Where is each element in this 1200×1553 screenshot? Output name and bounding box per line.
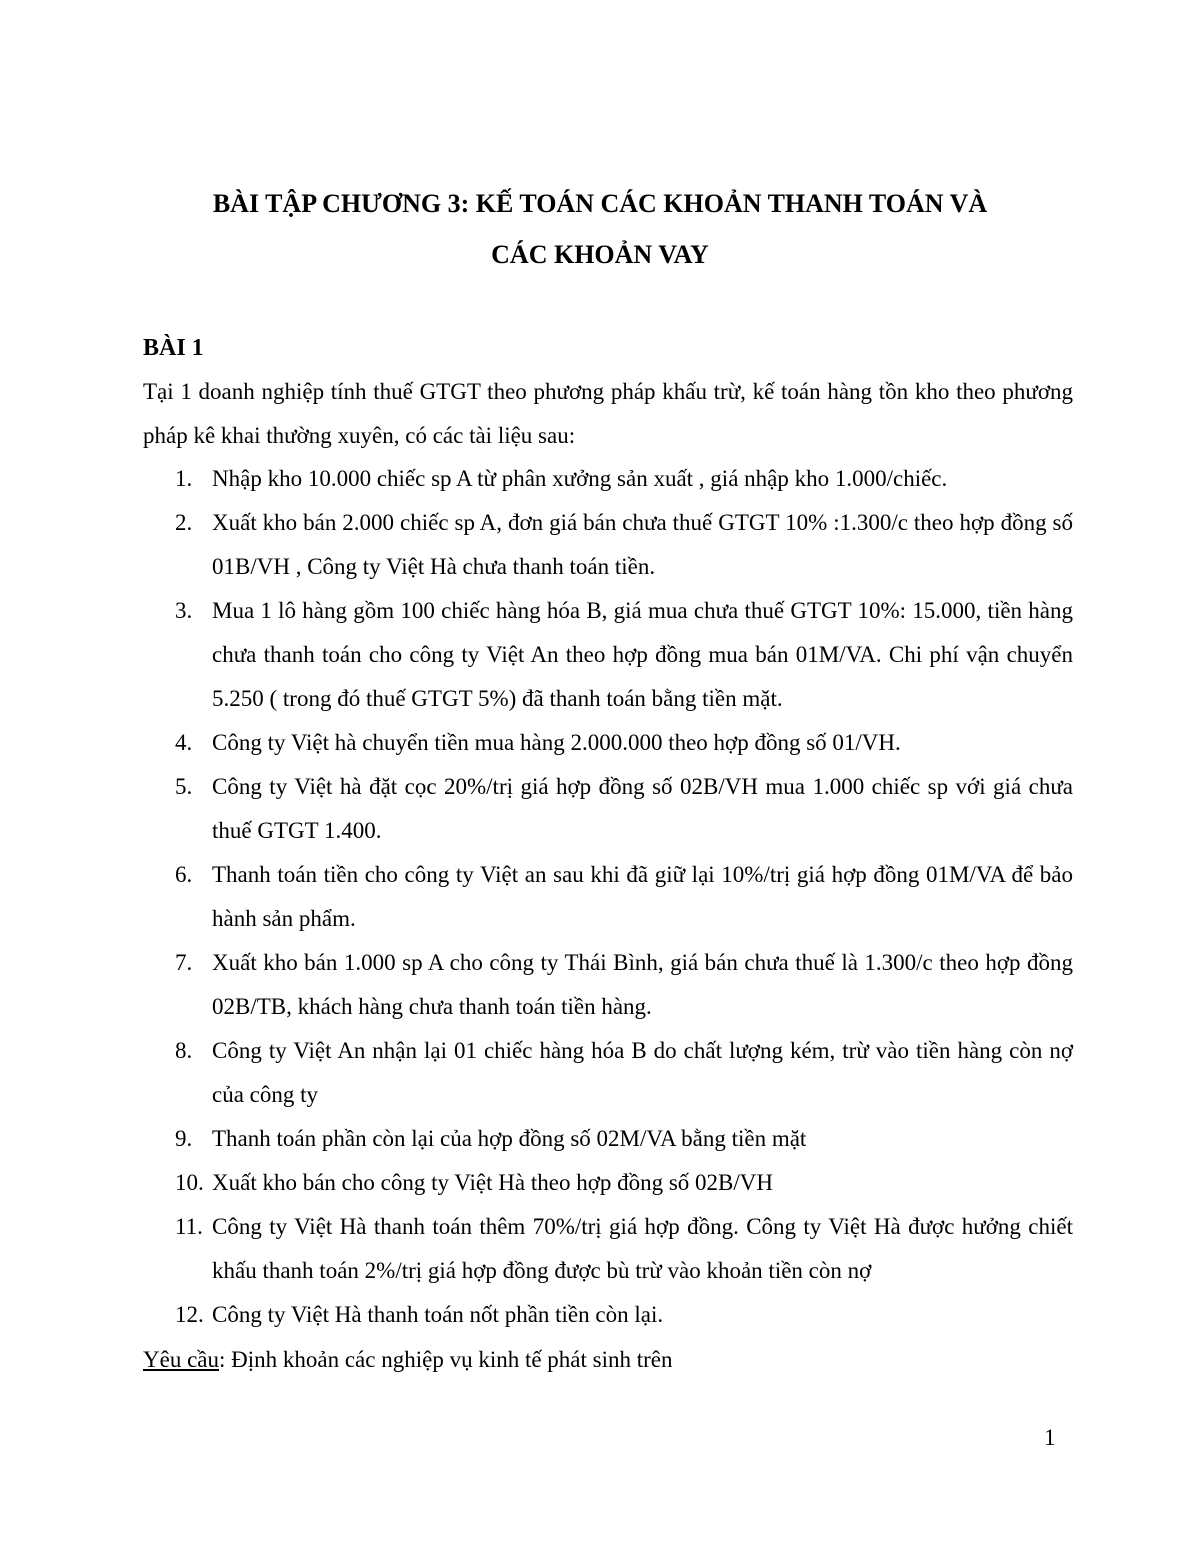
list-item-number: 7. [175,950,193,975]
list-item-number: 9. [175,1126,193,1151]
list-item-number: 2. [175,510,193,535]
list-item-text: Công ty Việt hà đặt cọc 20%/trị giá hợp đồng số 02B/VH mua 1.000 chiếc sp với giá chưa thuế GTGT 1.400. [212,774,1073,843]
list-item-number: 5. [175,774,193,799]
list-item-text: Xuất kho bán 2.000 chiếc sp A, đơn giá bán chưa thuế GTGT 10% :1.300/c theo hợp đồng số 01B/VH , Công ty Việt Hà chưa thanh toán tiền. [212,510,1073,579]
list-item-text: Xuất kho bán 1.000 sp A cho công ty Thái Bình, giá bán chưa thuế là 1.300/c theo hợp đồng 02B/TB, khách hàng chưa thanh toán tiền hàng. [212,950,1073,1019]
list-item-text: Thanh toán tiền cho công ty Việt an sau khi đã giữ lại 10%/trị giá hợp đồng 01M/VA để bảo hành sản phẩm. [212,862,1073,931]
requirement-label: Yêu cầu [143,1347,219,1372]
list-item-number: 8. [175,1038,193,1063]
list-item [143,1293,1073,1337]
document-title-line-2: CÁC KHOẢN VAY [491,240,709,269]
page-number: 1 [1044,1425,1056,1450]
list-item [143,765,1073,853]
list-item-number: 3. [175,598,193,623]
list-item [143,721,1073,765]
list-item [143,1117,1073,1161]
list-item-number: 6. [175,862,193,887]
list-item-number: 4. [175,730,193,755]
list-item-number: 10. [175,1170,204,1195]
list-item [143,589,1073,721]
list-item [143,941,1073,1029]
list-item-text: Công ty Việt Hà thanh toán nốt phần tiền còn lại. [212,1302,664,1327]
list-item-text: Công ty Việt hà chuyển tiền mua hàng 2.000.000 theo hợp đồng số 01/VH. [212,730,901,755]
list-item-text: Xuất kho bán cho công ty Việt Hà theo hợp đồng số 02B/VH [212,1170,774,1195]
requirement-line [143,1338,673,1382]
document-title-line-1: BÀI TẬP CHƯƠNG 3: KẾ TOÁN CÁC KHOẢN THANH TOÁN VÀ [212,189,988,218]
list-item-number: 1. [175,466,193,491]
section-heading: BÀI 1 [143,335,204,361]
list-item [143,853,1073,941]
requirement-text: : Định khoản các nghiệp vụ kinh tế phát sinh trên [219,1347,673,1372]
list-item-text: Thanh toán phần còn lại của hợp đồng số 02M/VA bằng tiền mặt [212,1126,807,1151]
list-item-text: Công ty Việt An nhận lại 01 chiếc hàng hóa B do chất lượng kém, trừ vào tiền hàng còn nợ của công ty [212,1038,1073,1107]
list-item-text: Nhập kho 10.000 chiếc sp A từ phân xưởng sản xuất , giá nhập kho 1.000/chiếc. [212,466,948,491]
list-item [143,1029,1073,1117]
list-item-number: 12. [175,1302,204,1327]
list-item-text: Công ty Việt Hà thanh toán thêm 70%/trị giá hợp đồng. Công ty Việt Hà được hưởng chiết khấu thanh toán 2%/trị giá hợp đồng được bù trừ vào khoản tiền còn nợ [212,1214,1073,1283]
list-item [143,1161,1073,1205]
exercise-list [143,457,1073,1337]
intro-paragraph: Tại 1 doanh nghiệp tính thuế GTGT theo phương pháp khấu trừ, kế toán hàng tồn kho theo phương pháp kê khai thường xuyên, có các tài liệu sau: [143,379,1073,448]
list-item-number: 11. [175,1214,203,1239]
list-item-text: Mua 1 lô hàng gồm 100 chiếc hàng hóa B, giá mua chưa thuế GTGT 10%: 15.000, tiền hàng chưa thanh toán cho công ty Việt An theo hợp đồng mua bán 01M/VA. Chi phí vận chuyển 5.250 ( trong đó thuế GTGT 5%) đã thanh toán bằng tiền mặt. [212,598,1073,711]
list-item [143,1205,1073,1293]
list-item [143,457,1073,501]
list-item [143,501,1073,589]
